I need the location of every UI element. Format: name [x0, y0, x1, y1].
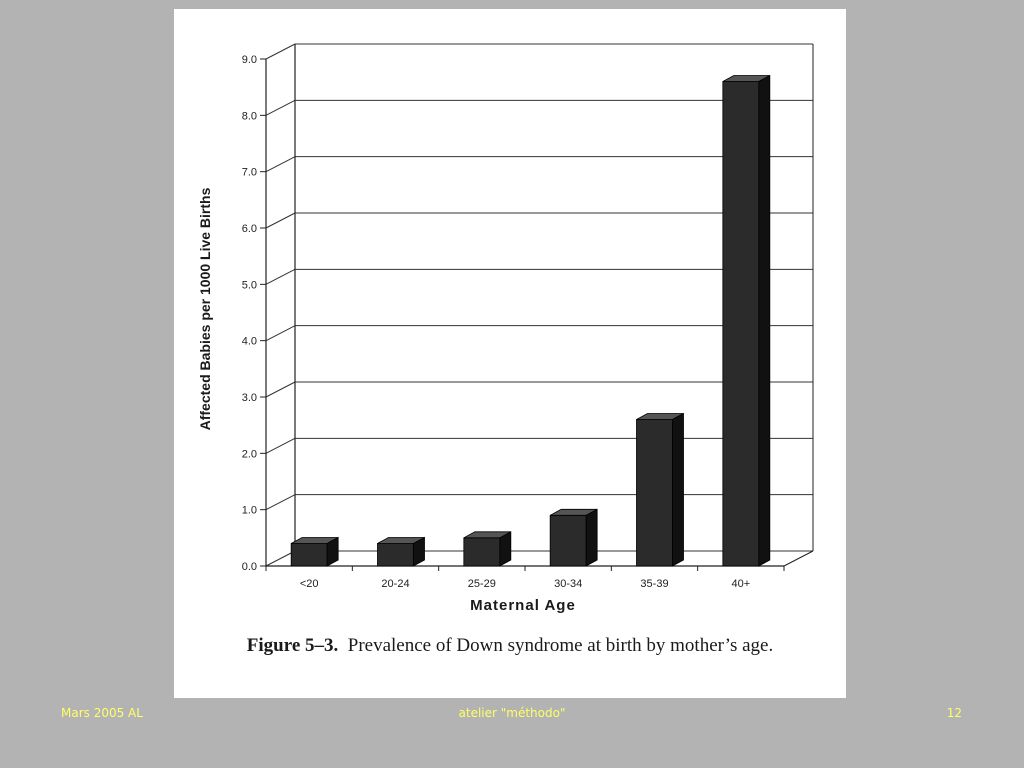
y-tick-label: 5.0 — [241, 279, 257, 292]
gridline-side — [266, 269, 295, 284]
gridline-side — [266, 44, 295, 59]
y-tick-label: 7.0 — [241, 166, 257, 179]
figure-caption — [174, 635, 846, 657]
bar-25-29 — [464, 538, 500, 566]
y-axis-label: Affected Babies per 1000 Live Births — [197, 187, 213, 431]
bar-<20 — [291, 543, 327, 566]
gridline-side — [266, 326, 295, 341]
y-tick-label: 0.0 — [241, 561, 257, 573]
y-tick-label: 4.0 — [241, 335, 257, 348]
bar-side-40+ — [759, 76, 770, 566]
figure-caption-text: Prevalence of Down syndrome at birth by mother’s age. — [347, 635, 774, 656]
y-tick-label: 8.0 — [241, 110, 257, 123]
bar-20-24 — [378, 543, 414, 566]
y-tick-label: 2.0 — [241, 448, 257, 461]
x-tick-label-35-39: 35-39 — [640, 578, 669, 590]
gridline-side — [266, 382, 295, 397]
x-tick-label-<20: <20 — [299, 578, 319, 590]
y-tick-label: 9.0 — [241, 54, 257, 66]
y-tick-label: 6.0 — [241, 223, 257, 235]
bar-chart — [174, 9, 846, 629]
x-tick-label-25-29: 25-29 — [467, 578, 496, 590]
y-tick-label: 3.0 — [241, 392, 257, 404]
gridline-side — [266, 438, 295, 453]
gridline-side — [266, 551, 295, 566]
bar-30-34 — [550, 515, 586, 566]
footer-title: atelier "méthodo" — [458, 706, 566, 720]
gridline-side — [266, 213, 295, 228]
floor-right-edge — [784, 551, 813, 566]
x-tick-label-30-34: 30-34 — [554, 578, 583, 590]
y-tick-label: 1.0 — [241, 504, 257, 517]
slide-number: 12 — [946, 706, 962, 720]
x-tick-label-20-24: 20-24 — [381, 578, 410, 590]
footer-date: Mars 2005 AL — [61, 706, 143, 720]
x-tick-label-40+: 40+ — [731, 578, 751, 590]
gridline-side — [266, 495, 295, 510]
bars — [291, 76, 770, 566]
bar-35-39 — [637, 420, 673, 566]
bar-side-35-39 — [673, 414, 684, 566]
gridline-side — [266, 157, 295, 172]
figure-number: Figure 5–3. — [246, 635, 339, 656]
x-axis-label: Maternal Age — [470, 597, 576, 614]
gridline-side — [266, 100, 295, 115]
bar-side-25-29 — [500, 532, 511, 566]
scanned-figure — [174, 9, 846, 698]
bar-side-30-34 — [586, 509, 597, 566]
bar-40+ — [723, 82, 759, 566]
